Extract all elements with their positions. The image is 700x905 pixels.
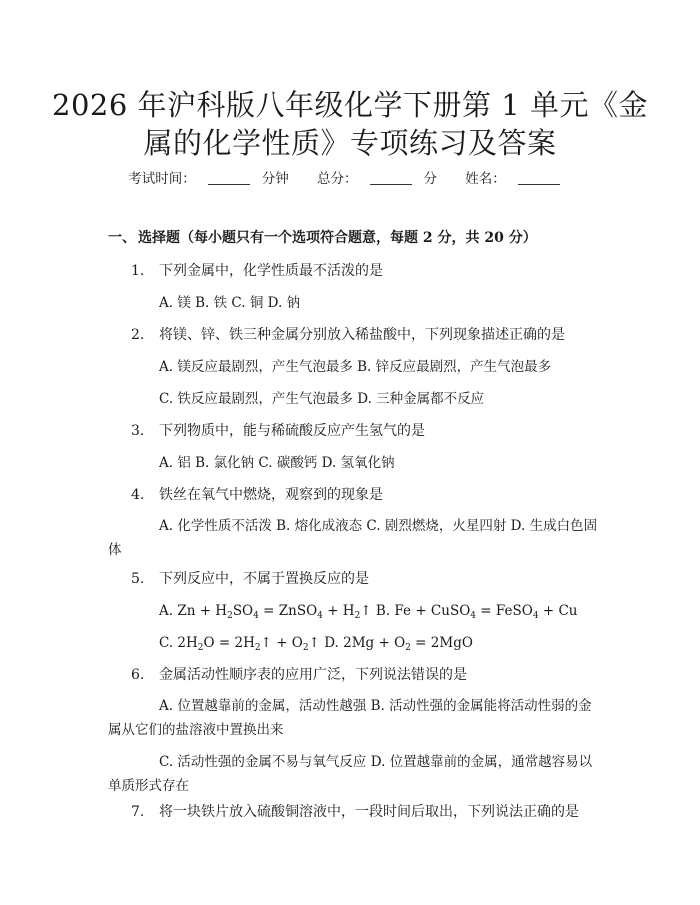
question-6: 6. 金属活动性顺序表的应用广泛，下列说法错误的是 (131, 667, 467, 683)
section-heading: 一、 选择题（每小题只有一个选项符合题意，每题 2 分，共 20 分） (108, 230, 537, 246)
question-3-options: A. 铝 B. 氯化钠 C. 碳酸钙 D. 氢氧化钠 (159, 455, 395, 471)
document-title-line-2: 属的化学性质》专项练习及答案 (143, 126, 557, 160)
exam-name: 姓名： (465, 171, 572, 187)
question-5: 5. 下列反应中，不属于置换反应的是 (131, 571, 369, 587)
exam-meta (0, 169, 700, 189)
name-blank[interactable] (518, 171, 560, 185)
question-3: 3. 下列物质中，能与稀硫酸反应产生氢气的是 (131, 423, 425, 439)
question-2: 2. 将镁、锌、铁三种金属分别放入稀盐酸中，下列现象描述正确的是 (131, 327, 565, 343)
question-4: 4. 铁丝在氧气中燃烧，观察到的现象是 (131, 487, 383, 503)
question-6-options-line-1: A. 位置越靠前的金属，活动性越强 B. 活动性强的金属能将活动性弱的金属从它们的盐溶液中置换出来 (108, 698, 592, 738)
question-5-options-line-2: C. $2H_2O$ = $2H_2↑$ + $O_2↑$ D. $2Mg + O_2 = 2MgO$ (159, 635, 473, 653)
question-4-options: A. 化学性质不活泼 B. 熔化成液态 C. 剧烈燃烧，火星四射 D. 生成白色固体 (108, 518, 598, 558)
question-7: 7. 将一块铁片放入硫酸铜溶液中，一段时间后取出，下列说法正确的是 (131, 804, 579, 820)
document-title-line-1: 2026 年沪科版八年级化学下册第 1 单元《金 (52, 88, 648, 122)
question-1: 1. 下列金属中，化学性质最不活泼的是 (131, 263, 383, 279)
question-6-options-line-2: C. 活动性强的金属不易与氧气反应 D. 位置越靠前的金属，通常越容易以单质形式存在 (108, 754, 593, 794)
question-1-options: A. 镁 B. 铁 C. 铜 D. 钠 (159, 295, 301, 311)
exam-score: 总分： 分 (317, 171, 437, 187)
score-blank[interactable] (370, 171, 412, 185)
time-blank[interactable] (208, 171, 250, 185)
question-2-options-line-2: C. 铁反应最剧烈，产生气泡最多 D. 三种金属都不反应 (159, 391, 485, 407)
question-2-options-line-1: A. 镁反应最剧烈，产生气泡最多 B. 锌反应最剧烈，产生气泡最多 (159, 359, 552, 375)
exam-time: 考试时间： 分钟 (128, 171, 289, 187)
question-5-options-line-1: A. $Zn + H_2SO_4$ = ZnSO$_4$ + $H_2↑$ B. Fe + CuSO$_4$ = FeSO$_4$ + Cu (159, 603, 578, 621)
